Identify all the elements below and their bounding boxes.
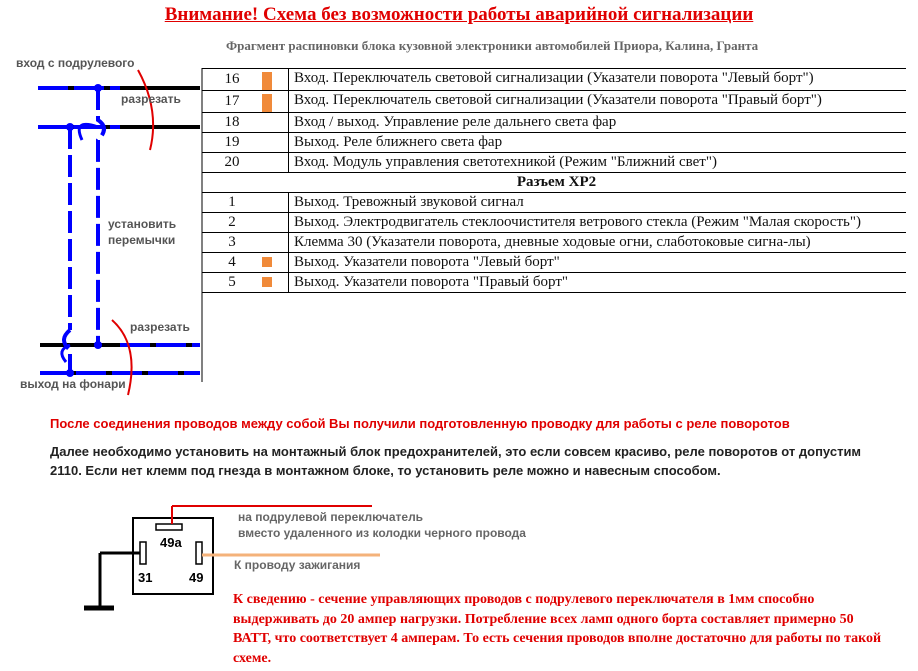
pin-description: Вход. Переключатель световой сигнализации (Указатели поворота "Левый борт") bbox=[289, 69, 907, 91]
pin-description: Выход. Электродвигатель стеклоочистителя ветрового стекла (Режим "Малая скорость") bbox=[289, 213, 907, 233]
relay-pin-31-blade bbox=[140, 542, 146, 564]
pin-marker-icon bbox=[262, 277, 272, 287]
pin-marker-icon bbox=[262, 94, 272, 112]
table-row bbox=[202, 193, 906, 213]
table-row bbox=[202, 253, 906, 273]
pin-marker-icon bbox=[262, 72, 272, 90]
relay-label-31: 31 bbox=[138, 570, 153, 585]
jumper-left bbox=[64, 127, 70, 373]
pin-description: Выход. Указатели поворота "Левый борт" bbox=[289, 253, 907, 273]
pin-number-cell bbox=[202, 193, 289, 213]
pin-description: Выход. Указатели поворота "Правый борт" bbox=[289, 273, 907, 293]
relay-pin-49a-blade bbox=[156, 524, 182, 530]
cut-mark-top bbox=[138, 70, 153, 150]
label-output: выход на фонари bbox=[20, 377, 126, 391]
pin-number-cell bbox=[202, 253, 289, 273]
relay-label-49a: 49a bbox=[160, 535, 182, 550]
pin-number-cell bbox=[202, 213, 289, 233]
instructions-text: Далее необходимо установить на монтажный блок предохранителей, это если совсем красиво, реле поворотов от допустим 2110. Если нет клемм под гнезда в монтажном блоке, то установить реле можно и навесным способом. bbox=[50, 444, 862, 478]
table-row bbox=[202, 233, 906, 253]
pin-number: 19 bbox=[224, 134, 240, 150]
pin-number: 5 bbox=[228, 274, 236, 290]
pin-number-cell bbox=[202, 273, 289, 293]
label-input: вход с подрулевого bbox=[16, 56, 135, 70]
label-switch-2: вместо удаленного из колодки черного провода bbox=[238, 526, 526, 540]
label-cut-top: разрезать bbox=[121, 92, 181, 106]
label-cut-bottom: разрезать bbox=[130, 320, 190, 334]
pin-description: Вход / выход. Управление реле дальнего света фар bbox=[289, 113, 907, 133]
label-jumpers-2: перемычки bbox=[108, 233, 176, 247]
pin-number: 2 bbox=[228, 214, 236, 230]
pin-number-cell bbox=[202, 113, 289, 133]
table-row bbox=[202, 273, 906, 293]
section-title: Разъем ХР2 bbox=[202, 173, 906, 193]
table-row bbox=[202, 213, 906, 233]
table-row bbox=[202, 133, 906, 153]
pin-description: Вход. Переключатель световой сигнализации (Указатели поворота "Правый борт") bbox=[289, 91, 907, 113]
pin-description: Выход. Тревожный звуковой сигнал bbox=[289, 193, 907, 213]
pin-number-cell bbox=[202, 91, 289, 113]
pin-number: 4 bbox=[228, 254, 236, 270]
page-subtitle: Фрагмент распиновки блока кузовной электроники автомобилей Приора, Калина, Гранта bbox=[226, 38, 759, 53]
relay-label-49: 49 bbox=[189, 570, 204, 585]
table-row bbox=[202, 153, 906, 173]
junction-dot bbox=[66, 123, 74, 131]
pin-marker-icon bbox=[262, 257, 272, 267]
pin-description: Выход. Реле ближнего света фар bbox=[289, 133, 907, 153]
pin-description: Вход. Модуль управления светотехникой (Режим "Ближний свет") bbox=[289, 153, 907, 173]
final-note: К сведению - сечение управляющих проводов с подрулевого переключателя в 1мм способно выдерживать до 20 ампер нагрузки. Потребление всех ламп одного борта составляет примерно 50 ВАТТ, что соответствует 4 амперам. То есть сечения проводов вполне достаточно для работы по такой схеме. bbox=[233, 592, 882, 666]
junction-dot bbox=[94, 341, 102, 349]
table-row bbox=[202, 69, 906, 91]
label-jumpers-1: установить bbox=[108, 217, 177, 231]
pin-number: 18 bbox=[224, 114, 240, 130]
pin-number-cell bbox=[202, 153, 289, 173]
label-ignition: К проводу зажигания bbox=[234, 558, 361, 572]
pin-number-cell bbox=[202, 233, 289, 253]
connection-note: После соединения проводов между собой Вы получили подготовленную проводку для работы с реле поворотов bbox=[50, 416, 790, 431]
page-title: Внимание! Схема без возможности работы аварийной сигнализации bbox=[164, 4, 754, 25]
pin-number-cell bbox=[202, 69, 289, 91]
pin-number: 1 bbox=[228, 194, 236, 210]
pin-number: 3 bbox=[228, 234, 236, 250]
table-section-header bbox=[202, 173, 906, 193]
junction-dot bbox=[94, 84, 102, 92]
pin-number: 20 bbox=[224, 154, 240, 170]
pin-number-cell bbox=[202, 133, 289, 153]
pin-number: 16 bbox=[224, 70, 240, 87]
table-row bbox=[202, 91, 906, 113]
pinout-table bbox=[202, 68, 906, 293]
junction-dot bbox=[66, 369, 74, 377]
pin-number: 17 bbox=[224, 92, 240, 109]
pin-description: Клемма 30 (Указатели поворота, дневные ходовые огни, слаботоковые сигна-лы) bbox=[289, 233, 907, 253]
table-row bbox=[202, 113, 906, 133]
label-switch-1: на подрулевой переключатель bbox=[238, 510, 424, 524]
relay-pin-49-blade bbox=[196, 542, 202, 564]
